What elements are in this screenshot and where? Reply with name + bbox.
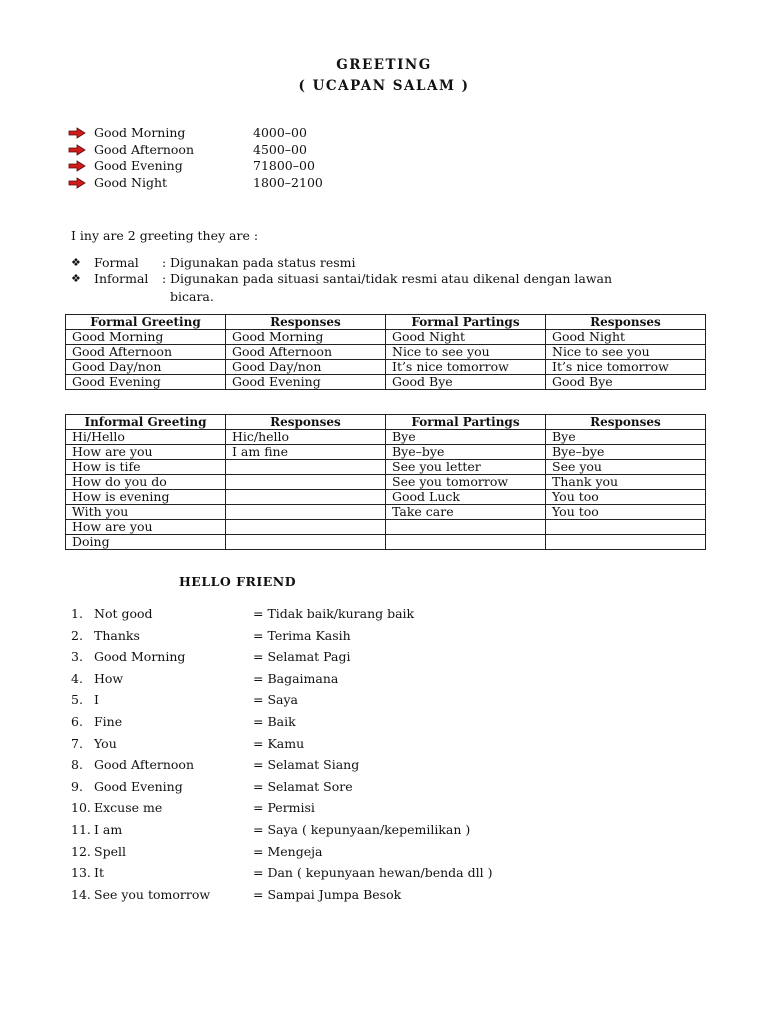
table-cell: Good Bye (386, 375, 546, 390)
table-cell (226, 490, 386, 505)
table-cell: Good Evening (66, 375, 226, 390)
greeting-time-label: Good Night (94, 175, 168, 190)
page-title: GREETING (336, 57, 432, 73)
greeting-time-value: 1800–2100 (253, 175, 323, 190)
table-cell: Good Bye (546, 375, 706, 390)
table-cell: Good Day/non (226, 360, 386, 375)
diamond-bullet-icon: ❖ (71, 256, 81, 269)
table-row (66, 360, 706, 375)
table-cell (546, 520, 706, 535)
intro-text: I iny are 2 greeting they are : (71, 228, 259, 243)
vocab-definition: = Bagaimana (253, 670, 339, 686)
table-cell (546, 535, 706, 550)
table-cell: It’s nice tomorrow (386, 360, 546, 375)
diamond-bullet-icon: ❖ (71, 272, 81, 285)
vocab-term: Good Afternoon (94, 757, 194, 773)
greeting-time-value: 71800–00 (253, 158, 315, 173)
vocab-definition: = Sampai Jumpa Besok (253, 886, 402, 902)
vocab-definition: = Selamat Sore (253, 778, 353, 794)
red-arrow-icon (68, 144, 86, 159)
table-cell: I am fine (226, 445, 386, 460)
vocab-term: Excuse me (94, 800, 163, 816)
table-header-cell: Formal Greeting (66, 315, 226, 330)
vocab-number: 5. (71, 692, 83, 708)
vocab-definition: = Dan ( kepunyaan hewan/benda dll ) (253, 865, 493, 881)
table-cell: Good Morning (226, 330, 386, 345)
table-cell: Bye–bye (386, 445, 546, 460)
table-cell (226, 475, 386, 490)
red-arrow-icon (68, 177, 86, 192)
table-cell (226, 535, 386, 550)
greeting-type-colon: : (162, 255, 167, 270)
vocab-number: 11. (71, 822, 91, 837)
table-cell: Good Morning (66, 330, 226, 345)
table-cell: Good Afternoon (66, 345, 226, 360)
table-cell: Good Luck (386, 490, 546, 505)
table-cell: Nice to see you (386, 345, 546, 360)
table-cell (226, 505, 386, 520)
table-cell: Good Afternoon (226, 345, 386, 360)
greeting-time-value: 4500–00 (253, 142, 307, 157)
greeting-type-label: Informal (94, 271, 149, 286)
vocab-definition: = Baik (253, 714, 296, 729)
table-cell: Good Night (546, 330, 706, 345)
vocab-term: Thanks (94, 627, 140, 643)
vocab-definition: = Kamu (253, 735, 305, 751)
greeting-time-label: Good Evening (94, 158, 183, 173)
vocab-number: 4. (71, 670, 83, 686)
table-cell (226, 460, 386, 475)
table-row (66, 460, 706, 475)
vocab-term: Fine (94, 714, 123, 729)
table-cell: See you (546, 460, 706, 475)
formal-greeting-table (65, 314, 706, 390)
table-cell: Good Night (386, 330, 546, 345)
table-row (66, 345, 706, 360)
vocab-number: 8. (71, 757, 83, 773)
vocab-term: It (94, 865, 104, 881)
table-cell: See you letter (386, 460, 546, 475)
greeting-time-label: Good Morning (94, 125, 186, 140)
greeting-time-label: Good Afternoon (94, 142, 194, 157)
table-cell (386, 535, 546, 550)
table-cell (386, 520, 546, 535)
page-subtitle: ( UCAPAN SALAM ) (298, 78, 470, 94)
vocab-number: 2. (71, 627, 83, 643)
table-header-cell: Responses (226, 415, 386, 430)
table-cell: Thank you (546, 475, 706, 490)
table-cell: How is evening (66, 490, 226, 505)
table-header-cell: Responses (226, 315, 386, 330)
table-cell: Bye (546, 430, 706, 445)
vocab-definition: = Saya (253, 692, 298, 708)
table-row (66, 520, 706, 535)
table-row (66, 330, 706, 345)
table-cell: Hi/Hello (66, 430, 226, 445)
table-cell: How do you do (66, 475, 226, 490)
greeting-type-description: Digunakan pada status resmi (170, 255, 356, 270)
table-row (66, 375, 706, 390)
red-arrow-icon (68, 127, 86, 142)
greeting-time-value: 4000–00 (253, 125, 307, 140)
hello-friend-heading: HELLO FRIEND (179, 574, 297, 589)
vocab-number: 7. (71, 735, 83, 751)
greeting-type-label: Formal (94, 255, 139, 270)
vocab-number: 13. (71, 865, 91, 881)
table-row (66, 505, 706, 520)
table-cell: Hic/hello (226, 430, 386, 445)
table-cell: How is tife (66, 460, 226, 475)
vocab-number: 10. (71, 800, 91, 816)
vocab-term: Spell (94, 843, 126, 859)
vocab-term: How (94, 670, 124, 686)
table-cell: How are you (66, 445, 226, 460)
table-header-cell: Responses (546, 415, 706, 430)
table-cell: Bye–bye (546, 445, 706, 460)
vocab-term: Good Morning (94, 649, 186, 665)
vocab-definition: = Tidak baik/kurang baik (253, 606, 415, 621)
greeting-type-colon: : (162, 271, 167, 286)
table-row (66, 490, 706, 505)
table-cell: Good Evening (226, 375, 386, 390)
vocab-number: 14. (71, 886, 91, 902)
vocab-number: 3. (71, 649, 83, 665)
vocab-number: 1. (71, 606, 83, 621)
table-cell: It’s nice tomorrow (546, 360, 706, 375)
table-row (66, 430, 706, 445)
vocab-term: Good Evening (94, 778, 183, 794)
table-cell: How are you (66, 520, 226, 535)
greeting-type-description: Digunakan pada situasi santai/tidak resmi atau dikenal dengan lawan (170, 271, 613, 286)
table-header-cell: Formal Partings (386, 315, 546, 330)
vocab-definition: = Selamat Pagi (253, 649, 351, 665)
vocab-definition: = Permisi (253, 800, 315, 816)
vocab-number: 12. (71, 843, 91, 859)
vocab-term: Not good (94, 606, 153, 621)
table-header-cell: Responses (546, 315, 706, 330)
vocab-definition: = Mengeja (253, 843, 323, 859)
table-cell: Take care (386, 505, 546, 520)
table-row (66, 535, 706, 550)
vocab-term: I am (94, 822, 123, 837)
table-header-cell: Formal Partings (386, 415, 546, 430)
table-header-cell: Informal Greeting (66, 415, 226, 430)
red-arrow-icon (68, 160, 86, 175)
table-cell (226, 520, 386, 535)
types-continuation: bicara. (170, 289, 214, 304)
table-cell: Good Day/non (66, 360, 226, 375)
vocab-definition: = Selamat Siang (253, 757, 360, 773)
table-cell: Nice to see you (546, 345, 706, 360)
table-row (66, 475, 706, 490)
table-cell: With you (66, 505, 226, 520)
vocab-term: You (94, 735, 117, 751)
vocab-number: 6. (71, 714, 83, 729)
vocab-number: 9. (71, 778, 83, 794)
vocab-definition: = Terima Kasih (253, 627, 351, 643)
vocab-term: See you tomorrow (94, 886, 211, 902)
table-cell: You too (546, 505, 706, 520)
informal-greeting-table (65, 414, 706, 550)
table-cell: Bye (386, 430, 546, 445)
vocab-term: I (94, 692, 99, 708)
vocab-definition: = Saya ( kepunyaan/kepemilikan ) (253, 822, 471, 837)
table-cell: You too (546, 490, 706, 505)
table-cell: Doing (66, 535, 226, 550)
table-row (66, 445, 706, 460)
table-cell: See you tomorrow (386, 475, 546, 490)
